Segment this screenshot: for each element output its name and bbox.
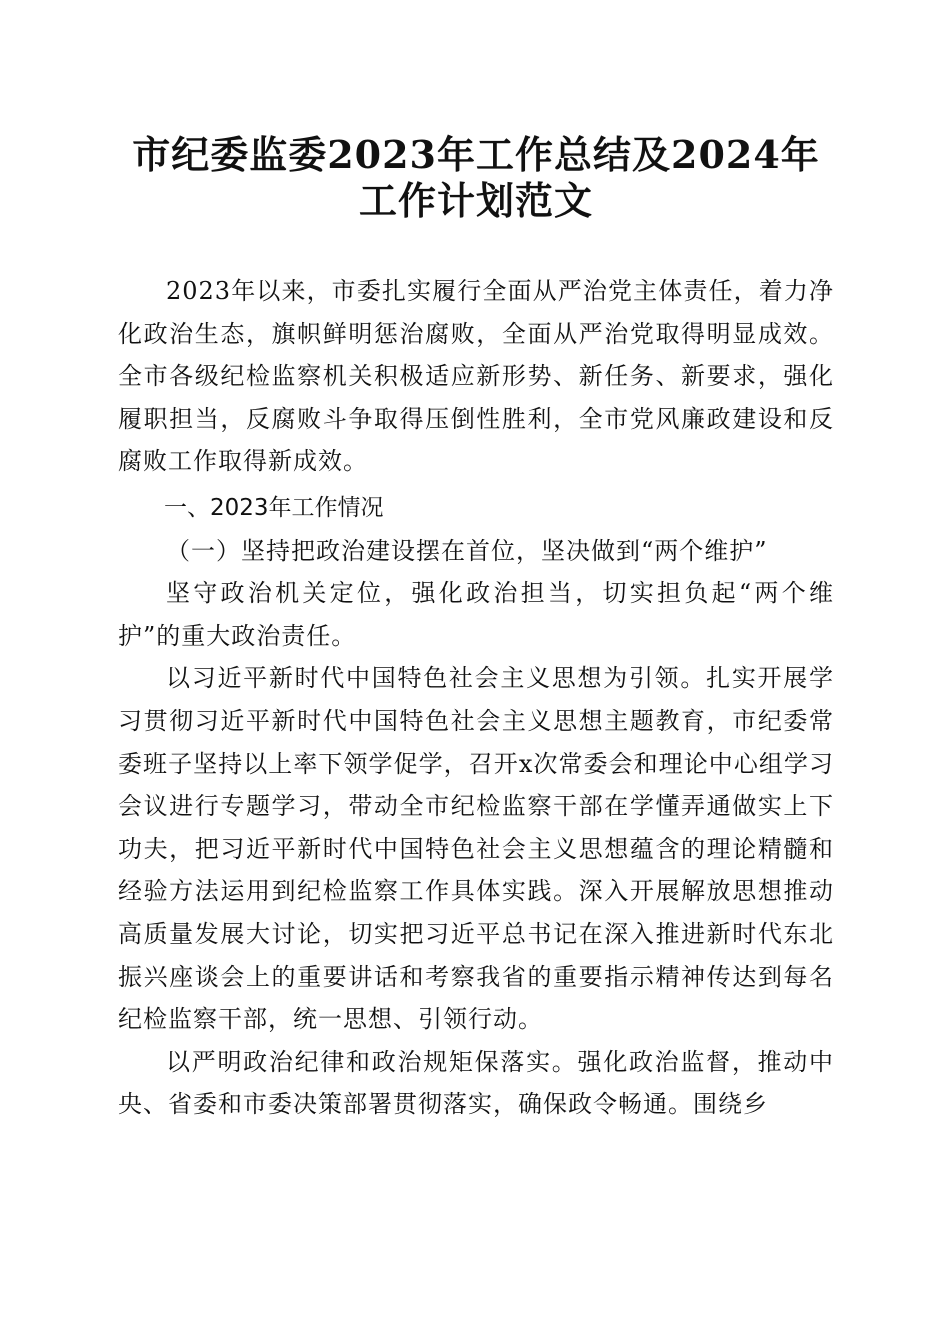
intro-paragraph: 2023年以来，市委扎实履行全面从严治党主体责任，着力净化政治生态，旗帜鲜明惩治腐败，全面从严治党取得明显成效。全市各级纪检监察机关积极适应新形势、新任务、新要求，强化履职担当，反腐败斗争取得压倒性胜利，全市党风廉政建设和反腐败工作取得新成效。 <box>118 277 834 476</box>
section-heading: 一、2023年工作情况 <box>164 494 384 521</box>
body-paragraph: 以严明政治纪律和政治规矩保落实。强化政治监督，推动中央、省委和市委决策部署贯彻落实，确保政令畅通。围绕乡 <box>118 1047 834 1119</box>
document-page <box>118 132 834 1126</box>
body-paragraph: 以习近平新时代中国特色社会主义思想为引领。扎实开展学习贯彻习近平新时代中国特色社会主义思想主题教育，市纪委常委班子坚持以上率下领学促学，召开x次常委会和理论中心组学习会议进行专题学习，带动全市纪检监察干部在学懂弄通做实上下功夫，把习近平新时代中国特色社会主义思想蕴含的理论精髓和经验方法运用到纪检监察工作具体实践。深入开展解放思想推动高质量发展大讨论，切实把习近平总书记在深入推进新时代东北振兴座谈会上的重要讲话和考察我省的重要指示精神传达到每名纪检监察干部，统一思想、引领行动。 <box>118 664 834 1034</box>
subsection-heading: （一）坚持把政治建设摆在首位，坚决做到“两个维护” <box>166 536 768 565</box>
document-title: 市纪委监委2023年工作总结及2024年工作计划范文 <box>132 132 820 223</box>
body-paragraph: 坚守政治机关定位，强化政治担当，切实担负起“两个维护”的重大政治责任。 <box>118 579 834 650</box>
